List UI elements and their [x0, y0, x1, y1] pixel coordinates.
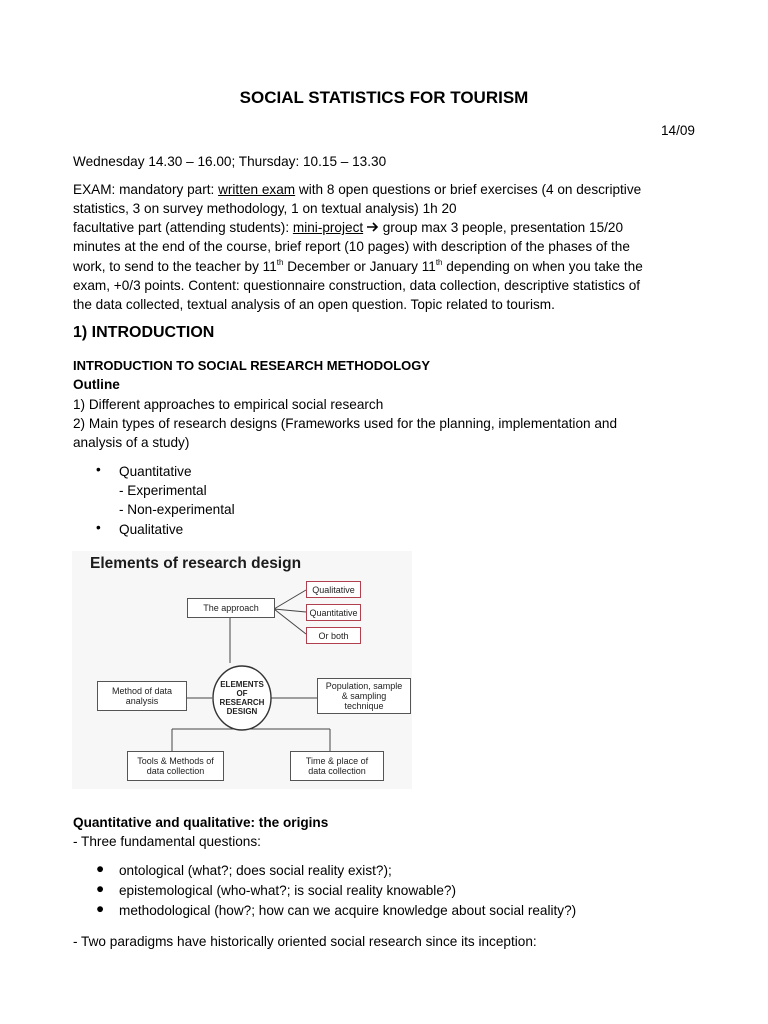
schedule: Wednesday 14.30 – 16.00; Thursday: 10.15 – 13.30 — [73, 154, 387, 169]
center-line-1: ELEMENTS — [220, 680, 264, 689]
sup-th-1: th — [276, 258, 284, 267]
box-method-analysis — [97, 681, 187, 711]
two-paradigms: - Two paradigms have historically oriented social research since its inception: — [73, 934, 537, 949]
deadline-a: work, to send to the teacher by 11 — [73, 259, 277, 274]
bullet-icon: ● — [96, 881, 105, 896]
outline-item-2b: analysis of a study) — [73, 435, 190, 450]
exam-line-7: the data collected, textual analysis of an open question. Topic related to tourism. — [73, 297, 555, 312]
box-tools — [127, 751, 224, 781]
list-item-epistemological: epistemological (who-what?; is social reality knowable?) — [119, 883, 456, 898]
bullet-icon: • — [96, 520, 101, 535]
method-line-1: Method of data — [111, 686, 173, 696]
subheading-methodology: INTRODUCTION TO SOCIAL RESEARCH METHODOLOGY — [73, 358, 431, 373]
pop-line-3: technique — [344, 701, 384, 711]
mini-project-text: mini-project — [292, 220, 364, 235]
three-questions: - Three fundamental questions: — [73, 834, 261, 849]
bullet-icon: ● — [96, 901, 105, 916]
list-item-methodological: methodological (how?; how can we acquire knowledge about social reality?) — [119, 903, 577, 918]
pop-line-1: Population, sample — [325, 681, 403, 691]
research-design-figure — [72, 551, 412, 789]
exam-line-6: exam, +0/3 points. Content: questionnaire construction, data collection, descriptive statistics of — [73, 278, 641, 293]
deadline-c: depending on when you take the — [442, 259, 643, 274]
box-approach: The approach — [187, 598, 275, 618]
list-item-quantitative: Quantitative — [119, 464, 192, 479]
box-population — [317, 678, 411, 714]
center-label — [213, 675, 271, 721]
deadline-b: December or January 11 — [283, 259, 436, 274]
center-line-3: RESEARCH — [219, 698, 265, 707]
section-introduction-heading: 1) INTRODUCTION — [73, 324, 215, 341]
exam-line-1 — [73, 180, 641, 199]
tools-line-1: Tools & Methods of — [137, 756, 214, 766]
exam-line-2: statistics, 3 on survey methodology, 1 on textual analysis) 1h 20 — [73, 201, 457, 216]
list-item-non-experimental: - Non-experimental — [119, 502, 235, 517]
arrow-right-icon — [367, 220, 379, 235]
exam-text: with 8 open questions or brief exercises (4 on descriptive — [295, 182, 642, 197]
bullet-icon: ● — [96, 861, 105, 876]
method-line-2: analysis — [125, 696, 159, 706]
exam-line-4: minutes at the end of the course, brief report (10 pages) with description of the phases of the — [73, 239, 630, 254]
bullet-icon: • — [96, 462, 101, 477]
outline-item-2a: 2) Main types of research designs (Frameworks used for the planning, implementation and — [73, 416, 618, 431]
box-quantitative: Quantitative — [306, 604, 361, 621]
list-item-experimental: - Experimental — [119, 483, 207, 498]
page-title: SOCIAL STATISTICS FOR TOURISM — [239, 88, 529, 107]
list-item-qualitative: Qualitative — [119, 522, 184, 537]
list-item-ontological: ontological (what?; does social reality exist?); — [119, 863, 392, 878]
outline-heading: Outline — [73, 377, 120, 392]
tools-line-2: data collection — [146, 766, 205, 776]
subheading-origins: Quantitative and qualitative: the origins — [73, 815, 329, 830]
center-line-4: DESIGN — [226, 707, 258, 716]
time-line-1: Time & place of — [305, 756, 369, 766]
sup-th-2: th — [435, 258, 443, 267]
box-or-both: Or both — [306, 627, 361, 644]
time-line-2: data collection — [308, 766, 366, 776]
outline-item-1: 1) Different approaches to empirical social research — [73, 397, 384, 412]
box-time-place — [290, 751, 384, 781]
facultative-label: facultative part (attending students): — [73, 220, 293, 235]
exam-line-5 — [73, 257, 643, 276]
group-text: group max 3 people, presentation 15/20 — [378, 220, 624, 235]
exam-line-3 — [73, 218, 623, 237]
pop-line-2: & sampling — [341, 691, 387, 701]
written-exam-link: written exam — [218, 182, 296, 197]
date: 14/09 — [660, 123, 695, 138]
exam-label: EXAM: mandatory part: — [73, 182, 219, 197]
center-line-2: OF — [236, 689, 248, 698]
box-qualitative: Qualitative — [306, 581, 361, 598]
figure-title: Elements of research design — [90, 555, 302, 572]
